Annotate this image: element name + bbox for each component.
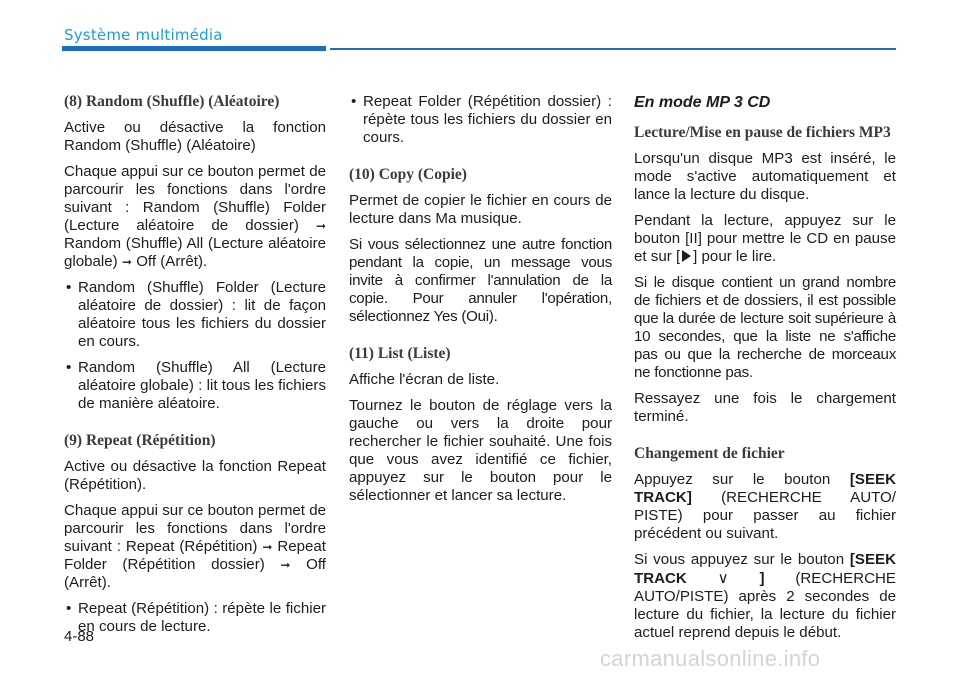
heading-list: (11) List (Liste) [349, 345, 451, 362]
text-play-2b: ] pour le lire. [693, 248, 777, 265]
paragraph-change-2 [634, 551, 896, 642]
section-title: Système multimédia [64, 26, 223, 44]
text-random-order-c: Off (Arrêt). [136, 253, 208, 270]
list-item-text: Random (Shuffle) Folder (Lecture aléatoire de dossier) : lit de façon aléatoire tous les fichiers du dossier en cours. [78, 279, 326, 350]
seek-track-text: [SEEK TRACK [634, 551, 897, 587]
column-right [634, 90, 896, 650]
list-item [64, 600, 326, 636]
paragraph-copy-1: Permet de copier le fichier en cours de lecture dans Ma musique. [349, 192, 612, 227]
paragraph-random-intro: Active ou désactive la fonction Random (Shuffle) (Aléatoire) [64, 119, 326, 154]
paragraph-repeat-intro: Active ou désactive la fonction Repeat (Répétition). [64, 458, 326, 493]
column-left [64, 90, 326, 644]
paragraph-play-2 [634, 212, 896, 266]
header-bar-thick [62, 46, 326, 51]
paragraph-play-4: Ressayez une fois le chargement terminé. [634, 390, 896, 425]
text-repeat-order-c: Off (Arrêt). [64, 556, 326, 591]
paragraph-list-1: Affiche l'écran de liste. [349, 371, 500, 388]
text-play-2a: Pendant la lecture, appuyez sur le bouton [II] pour mettre le CD en pause et sur [ [634, 212, 896, 265]
bullet-icon: • [66, 359, 72, 376]
arrow-right-icon: ➞ [121, 255, 132, 269]
list-item-text: Repeat Folder (Répétition dossier) : répète tous les fichiers du dossier en cours. [363, 93, 612, 146]
bullet-icon: • [66, 600, 72, 617]
paragraph-play-3: Si le disque contient un grand nombre de fichiers et de dossiers, il est possible que la durée de lecture soit supérieure à 10 secondes, que la liste ne s'affiche pas ou que la recherche de morceaux ne fonctionne pas. [634, 274, 896, 381]
paragraph-play-1: Lorsqu'un disque MP3 est inséré, le mode s'active automatiquement et lance la lecture du disque. [634, 150, 896, 203]
arrow-right-icon: ➞ [262, 540, 273, 554]
text-repeat-order-a: Chaque appui sur ce bouton permet de parcourir les fonctions dans l'ordre suivant : Repeat (Répétition) [64, 502, 326, 555]
list-item [64, 359, 326, 413]
bullet-icon: • [351, 93, 357, 110]
list-item-text: Repeat (Répétition) : répète le fichier en cours de lecture. [78, 600, 326, 635]
heading-play-pause: Lecture/Mise en pause de fichiers MP3 [634, 124, 891, 141]
arrow-right-icon: ➞ [315, 219, 326, 233]
paragraph-change-1 [634, 471, 896, 543]
bullet-icon: • [66, 279, 72, 296]
arrow-right-icon: ➞ [280, 558, 291, 572]
text-change-2a: Si vous appuyez sur le bouton [634, 551, 845, 568]
paragraph-list-2: Tournez le bouton de réglage vers la gauche ou vers la droite pour rechercher le fichier souhaité. Une fois que vous avez identifié ce fichier, appuyez sur le bouton pour le sélectionner et lancer sa lecture. [349, 397, 612, 504]
repeat-list [64, 600, 326, 636]
heading-mp3-mode: En mode MP 3 CD [634, 94, 771, 111]
text-repeat-order-b: Repeat Folder (Répétition dossier) [64, 538, 326, 573]
play-icon [682, 250, 691, 262]
text-change-1a: Appuyez sur le bouton [634, 471, 831, 488]
column-middle [349, 90, 612, 513]
paragraph-random-order [64, 163, 326, 271]
text-change-2d: (RECHERCHE AUTO/PISTE) après 2 secondes de lecture du fichier, la lecture du fichier actuel reprend depuis le début. [634, 570, 896, 641]
list-item-text: Random (Shuffle) All (Lecture aléatoire globale) : lit tous les fichiers de manière aléatoire. [78, 359, 326, 412]
heading-repeat: (9) Repeat (Répétition) [64, 432, 216, 449]
list-item [64, 279, 326, 351]
seek-track-bracket: ] [759, 570, 765, 587]
list-item [349, 93, 612, 147]
header-bar-thin [330, 48, 896, 50]
paragraph-repeat-order [64, 502, 326, 592]
heading-copy: (10) Copy (Copie) [349, 166, 467, 183]
repeat-folder-list [349, 93, 612, 147]
random-list [64, 279, 326, 413]
paragraph-copy-2: Si vous sélectionnez une autre fonction pendant la copie, un message vous invite à confirmer l'annulation de la copie. Pour annuler l'opération, sélectionnez Yes (Oui). [349, 236, 612, 325]
heading-random: (8) Random (Shuffle) (Aléatoire) [64, 93, 280, 110]
seek-track-label: [SEEK TRACK] [634, 471, 896, 506]
text-random-order-a: Chaque appui sur ce bouton permet de parcourir les fonctions dans l'ordre suivant : Random (Shuffle) Folder (Lecture aléatoire de dossier) [64, 163, 326, 234]
text-change-1c: (RECHERCHE AUTO/ PISTE) pour passer au fichier précédent ou suivant. [634, 489, 896, 542]
chevron-down-icon: ∨ [717, 569, 729, 587]
heading-change-file: Changement de fichier [634, 445, 785, 462]
page-number: 4-88 [64, 628, 95, 645]
watermark: carmanualsonline.info [600, 646, 821, 671]
text-random-order-b: Random (Shuffle) All (Lecture aléatoire globale) [64, 235, 326, 270]
